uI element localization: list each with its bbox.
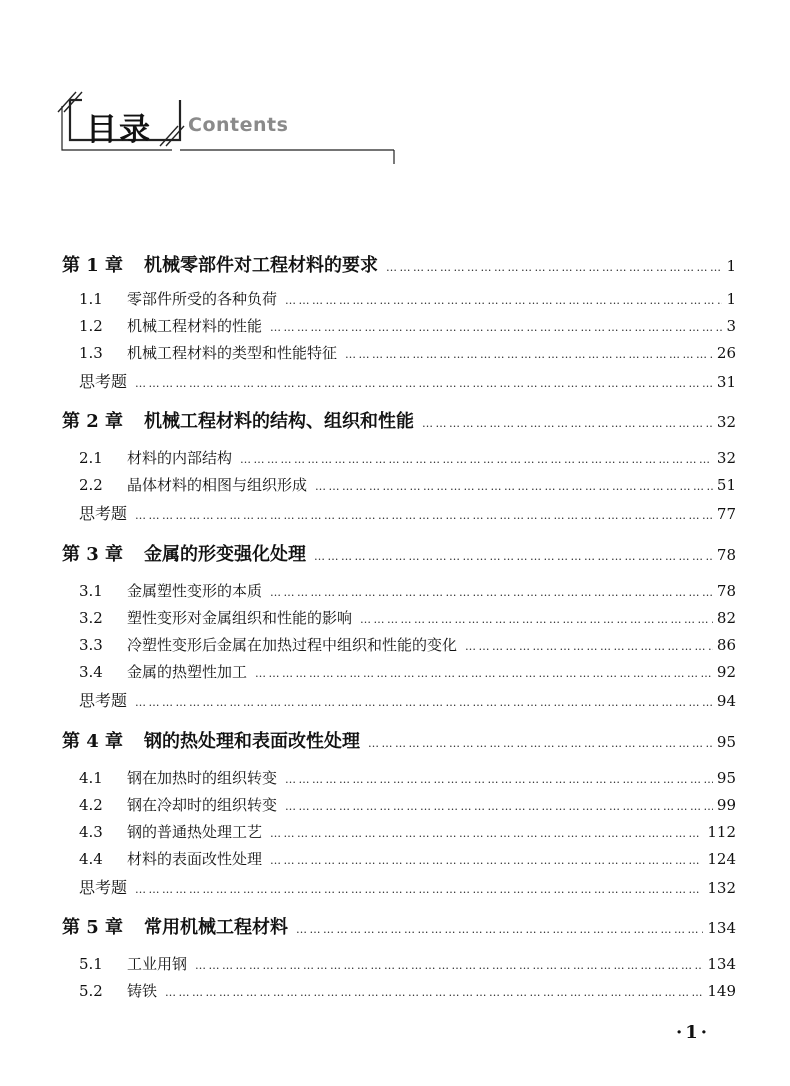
toc-page-number: 82 bbox=[716, 609, 736, 627]
toc-entry-number: 3.1 bbox=[79, 582, 103, 600]
toc-entry-number: 1.2 bbox=[79, 317, 103, 335]
toc-entry-number: 1.1 bbox=[79, 290, 103, 308]
toc-entry-title: 钢在冷却时的组织转变 bbox=[127, 796, 278, 814]
toc-entry-title: 钢在加热时的组织转变 bbox=[127, 769, 278, 787]
toc-section-row bbox=[0, 474, 790, 500]
dot-leader bbox=[285, 773, 713, 786]
toc-entry-number: 第 3 章 bbox=[62, 544, 124, 565]
toc-entry-title: 塑性变形对金属组织和性能的影响 bbox=[127, 609, 353, 627]
toc-page-number: 134 bbox=[707, 919, 736, 937]
page-number: ·1· bbox=[676, 1022, 711, 1043]
toc-section-row bbox=[0, 661, 790, 687]
toc-page-number: 86 bbox=[716, 636, 736, 654]
toc-entry-number: 3.3 bbox=[79, 636, 103, 654]
toc-entry-number: 5.1 bbox=[79, 955, 103, 973]
toc-section-row bbox=[0, 953, 790, 979]
toc-entry-title: 冷塑性变形后金属在加热过程中组织和性能的变化 bbox=[127, 636, 458, 654]
toc-entry-title: 金属的形变强化处理 bbox=[144, 544, 306, 565]
toc-entry-title: 思考题 bbox=[79, 878, 128, 897]
toc-section-row bbox=[0, 794, 790, 820]
toc-entry-title: 机械零部件对工程材料的要求 bbox=[144, 255, 378, 276]
toc-questions-row bbox=[0, 688, 790, 714]
dot-leader bbox=[270, 321, 722, 334]
toc-section-row bbox=[0, 580, 790, 606]
dot-leader bbox=[165, 986, 703, 999]
toc-entry-title: 工业用钢 bbox=[127, 955, 188, 973]
dot-leader bbox=[255, 667, 713, 680]
toc-page-number: 51 bbox=[716, 476, 736, 494]
toc-entry-title: 金属的热塑性加工 bbox=[127, 663, 248, 681]
toc-entry-title: 钢的热处理和表面改性处理 bbox=[144, 731, 360, 752]
dot-leader bbox=[270, 854, 703, 867]
toc-page-number: 32 bbox=[716, 449, 736, 467]
header-decoration bbox=[0, 0, 790, 200]
dot-leader bbox=[270, 827, 703, 840]
toc-section-row bbox=[0, 447, 790, 473]
toc-entry-title: 机械工程材料的类型和性能特征 bbox=[127, 344, 338, 362]
toc-page-number: 99 bbox=[716, 796, 736, 814]
dot-leader bbox=[422, 417, 713, 430]
toc-page-number: 78 bbox=[716, 546, 736, 564]
toc-entry-number: 1.3 bbox=[79, 344, 103, 362]
dot-leader bbox=[135, 509, 713, 522]
dot-leader bbox=[195, 959, 703, 972]
dot-leader bbox=[240, 453, 713, 466]
toc-section-row bbox=[0, 288, 790, 314]
toc-entry-title: 晶体材料的相图与组织形成 bbox=[127, 476, 308, 494]
toc-page-number: 132 bbox=[707, 879, 736, 897]
toc-section-row bbox=[0, 607, 790, 633]
toc-entry-number: 4.1 bbox=[79, 769, 103, 787]
toc-entry-number: 2.1 bbox=[79, 449, 103, 467]
toc-entry-number: 第 1 章 bbox=[62, 255, 124, 276]
toc-entry-title: 机械工程材料的性能 bbox=[127, 317, 263, 335]
toc-entry-number: 3.4 bbox=[79, 663, 103, 681]
toc-questions-row bbox=[0, 501, 790, 527]
toc-entry-title: 铸铁 bbox=[127, 982, 158, 1000]
toc-chapter-row bbox=[0, 913, 790, 939]
toc-page-number: 77 bbox=[716, 505, 736, 523]
toc-page-number: 31 bbox=[716, 373, 736, 391]
toc-section-row bbox=[0, 980, 790, 1006]
toc-entry-title: 钢的普通热处理工艺 bbox=[127, 823, 263, 841]
toc-page-number: 124 bbox=[707, 850, 736, 868]
toc-entry-number: 4.4 bbox=[79, 850, 103, 868]
toc-page-number: 95 bbox=[716, 733, 736, 751]
dot-leader bbox=[135, 377, 713, 390]
dot-leader bbox=[360, 613, 713, 626]
dot-leader bbox=[285, 294, 722, 307]
toc-entry-title: 金属塑性变形的本质 bbox=[127, 582, 263, 600]
toc-section-row bbox=[0, 848, 790, 874]
toc-chapter-row bbox=[0, 727, 790, 753]
toc-entry-number: 3.2 bbox=[79, 609, 103, 627]
toc-page-number: 95 bbox=[716, 769, 736, 787]
toc-chapter-row bbox=[0, 251, 790, 277]
dot-leader bbox=[314, 550, 713, 563]
dot-leader bbox=[368, 737, 713, 750]
dot-leader bbox=[345, 348, 713, 361]
toc-entry-title: 常用机械工程材料 bbox=[144, 917, 288, 938]
toc-page-number: 112 bbox=[707, 823, 736, 841]
dot-leader bbox=[135, 696, 713, 709]
dot-leader bbox=[135, 883, 703, 896]
toc-page-number: 94 bbox=[716, 692, 736, 710]
toc-page-number: 3 bbox=[726, 317, 736, 335]
toc-section-row bbox=[0, 634, 790, 660]
toc-page-number: 134 bbox=[707, 955, 736, 973]
toc-entry-number: 第 2 章 bbox=[62, 411, 124, 432]
toc-page-number: 1 bbox=[726, 290, 736, 308]
dot-leader bbox=[270, 586, 713, 599]
toc-entry-title: 零部件所受的各种负荷 bbox=[127, 290, 278, 308]
toc-entry-number: 第 4 章 bbox=[62, 731, 124, 752]
dot-leader bbox=[386, 261, 722, 274]
toc-section-row bbox=[0, 821, 790, 847]
toc-questions-row bbox=[0, 875, 790, 901]
toc-entry-title: 思考题 bbox=[79, 372, 128, 391]
toc-section-row bbox=[0, 767, 790, 793]
toc-entry-title: 机械工程材料的结构、组织和性能 bbox=[144, 411, 414, 432]
page-title: 目录 bbox=[86, 112, 152, 148]
toc-chapter-row bbox=[0, 407, 790, 433]
dot-leader bbox=[315, 480, 713, 493]
toc-entry-number: 4.3 bbox=[79, 823, 103, 841]
toc-page-number: 32 bbox=[716, 413, 736, 431]
toc-page-number: 78 bbox=[716, 582, 736, 600]
toc-section-row bbox=[0, 342, 790, 368]
toc-questions-row bbox=[0, 369, 790, 395]
toc-page-number: 1 bbox=[726, 257, 736, 275]
dot-leader bbox=[296, 923, 703, 936]
page-subtitle: Contents bbox=[188, 114, 289, 136]
toc-entry-number: 2.2 bbox=[79, 476, 103, 494]
toc-entry-number: 5.2 bbox=[79, 982, 103, 1000]
toc-page-number: 149 bbox=[707, 982, 736, 1000]
toc-entry-number: 4.2 bbox=[79, 796, 103, 814]
dot-leader bbox=[465, 640, 713, 653]
toc-entry-number: 第 5 章 bbox=[62, 917, 124, 938]
toc-section-row bbox=[0, 315, 790, 341]
toc-entry-title: 材料的表面改性处理 bbox=[127, 850, 263, 868]
toc-page-number: 26 bbox=[716, 344, 736, 362]
toc-entry-title: 思考题 bbox=[79, 504, 128, 523]
toc-chapter-row bbox=[0, 540, 790, 566]
toc-page-number: 92 bbox=[716, 663, 736, 681]
dot-leader bbox=[285, 800, 713, 813]
toc-entry-title: 思考题 bbox=[79, 691, 128, 710]
toc-entry-title: 材料的内部结构 bbox=[127, 449, 233, 467]
